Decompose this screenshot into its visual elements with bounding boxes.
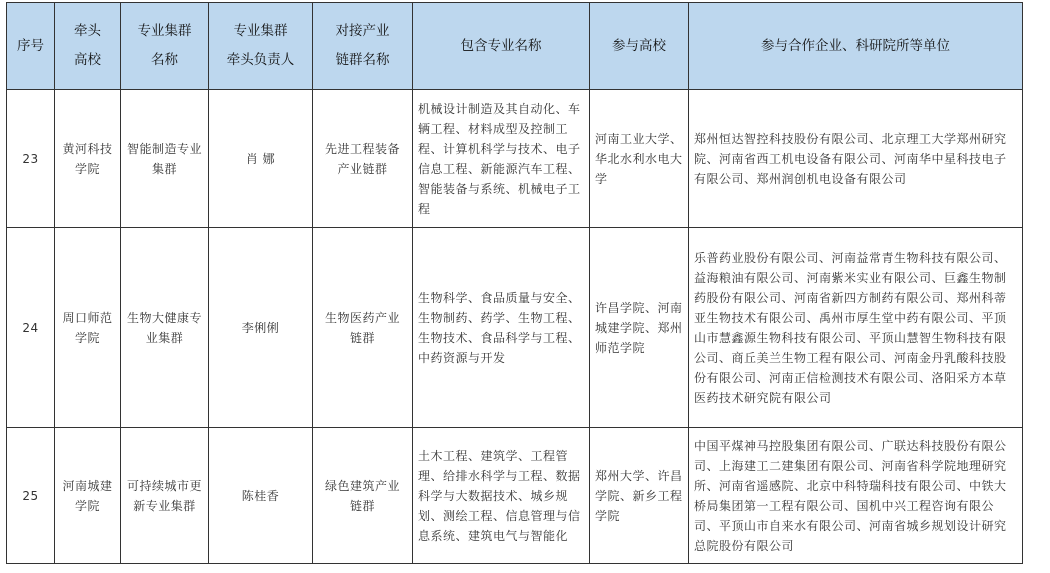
- header-industry: 对接产业 链群名称: [313, 3, 413, 90]
- row-lead-school: 周口师范学院: [55, 228, 121, 428]
- row-leader: 李俐俐: [209, 228, 313, 428]
- row-partners: 郑州恒达智控科技股份有限公司、北京理工大学郑州研究院、河南省西工机电设备有限公司、河南华中星科技电子有限公司、郑州润创机电设备有限公司: [689, 90, 1023, 228]
- row-index: 24: [7, 228, 55, 428]
- header-leader: 专业集群 牵头负责人: [209, 3, 313, 90]
- row-cluster: 智能制造专业集群: [121, 90, 209, 228]
- row-leader: 肖 娜: [209, 90, 313, 228]
- row-industry: 生物医药产业链群: [313, 228, 413, 428]
- row-industry: 先进工程装备产业链群: [313, 90, 413, 228]
- project-table: [6, 2, 1023, 564]
- row-schools: 许昌学院、河南城建学院、郑州师范学院: [590, 228, 689, 428]
- row-schools: 郑州大学、许昌学院、新乡工程学院: [590, 428, 689, 564]
- row-index: 25: [7, 428, 55, 564]
- row-majors: 生物科学、食品质量与安全、生物制药、药学、生物工程、生物技术、食品科学与工程、中药资源与开发: [413, 228, 590, 428]
- table-row: [7, 228, 1023, 428]
- row-industry: 绿色建筑产业链群: [313, 428, 413, 564]
- table-row: [7, 90, 1023, 228]
- header-lead-school: 牵头 高校: [55, 3, 121, 90]
- row-partners: 乐普药业股份有限公司、河南益常青生物科技有限公司、益海粮油有限公司、河南紫米实业有限公司、巨鑫生物制药股份有限公司、河南省新四方制药有限公司、郑州科蒂亚生物技术有限公司、禹州市厚生堂中药有限公司、平顶山市慧鑫源生物科技有限公司、平顶山慧智生物科技有限公司、商丘美兰生物工程有限公司、河南金丹乳酸科技股份有限公司、河南正信检测技术有限公司、洛阳采方本草医药技术研究院有限公司: [689, 228, 1023, 428]
- header-majors: 包含专业名称: [413, 3, 590, 90]
- row-majors: 土木工程、建筑学、工程管理、给排水科学与工程、数据科学与大数据技术、城乡规划、测绘工程、信息管理与信息系统、建筑电气与智能化: [413, 428, 590, 564]
- header-cluster: 专业集群 名称: [121, 3, 209, 90]
- header-row: [7, 3, 1023, 90]
- row-partners: 中国平煤神马控股集团有限公司、广联达科技股份有限公司、上海建工二建集团有限公司、河南省科学院地理研究所、河南省遥感院、北京中科特瑞科技有限公司、中铁大桥局集团第一工程有限公司、国机中兴工程咨询有限公司、平顶山市自来水有限公司、河南省城乡规划设计研究总院股份有限公司: [689, 428, 1023, 564]
- row-index: 23: [7, 90, 55, 228]
- row-lead-school: 黄河科技学院: [55, 90, 121, 228]
- row-majors: 机械设计制造及其自动化、车辆工程、材料成型及控制工程、计算机科学与技术、电子信息工程、新能源汽车工程、智能装备与系统、机械电子工程: [413, 90, 590, 228]
- row-leader: 陈桂香: [209, 428, 313, 564]
- header-schools: 参与高校: [590, 3, 689, 90]
- row-cluster: 可持续城市更新专业集群: [121, 428, 209, 564]
- row-schools: 河南工业大学、华北水利水电大学: [590, 90, 689, 228]
- header-index: 序号: [7, 3, 55, 90]
- row-cluster: 生物大健康专业集群: [121, 228, 209, 428]
- row-lead-school: 河南城建学院: [55, 428, 121, 564]
- table-row: [7, 428, 1023, 564]
- header-partners: 参与合作企业、科研院所等单位: [689, 3, 1023, 90]
